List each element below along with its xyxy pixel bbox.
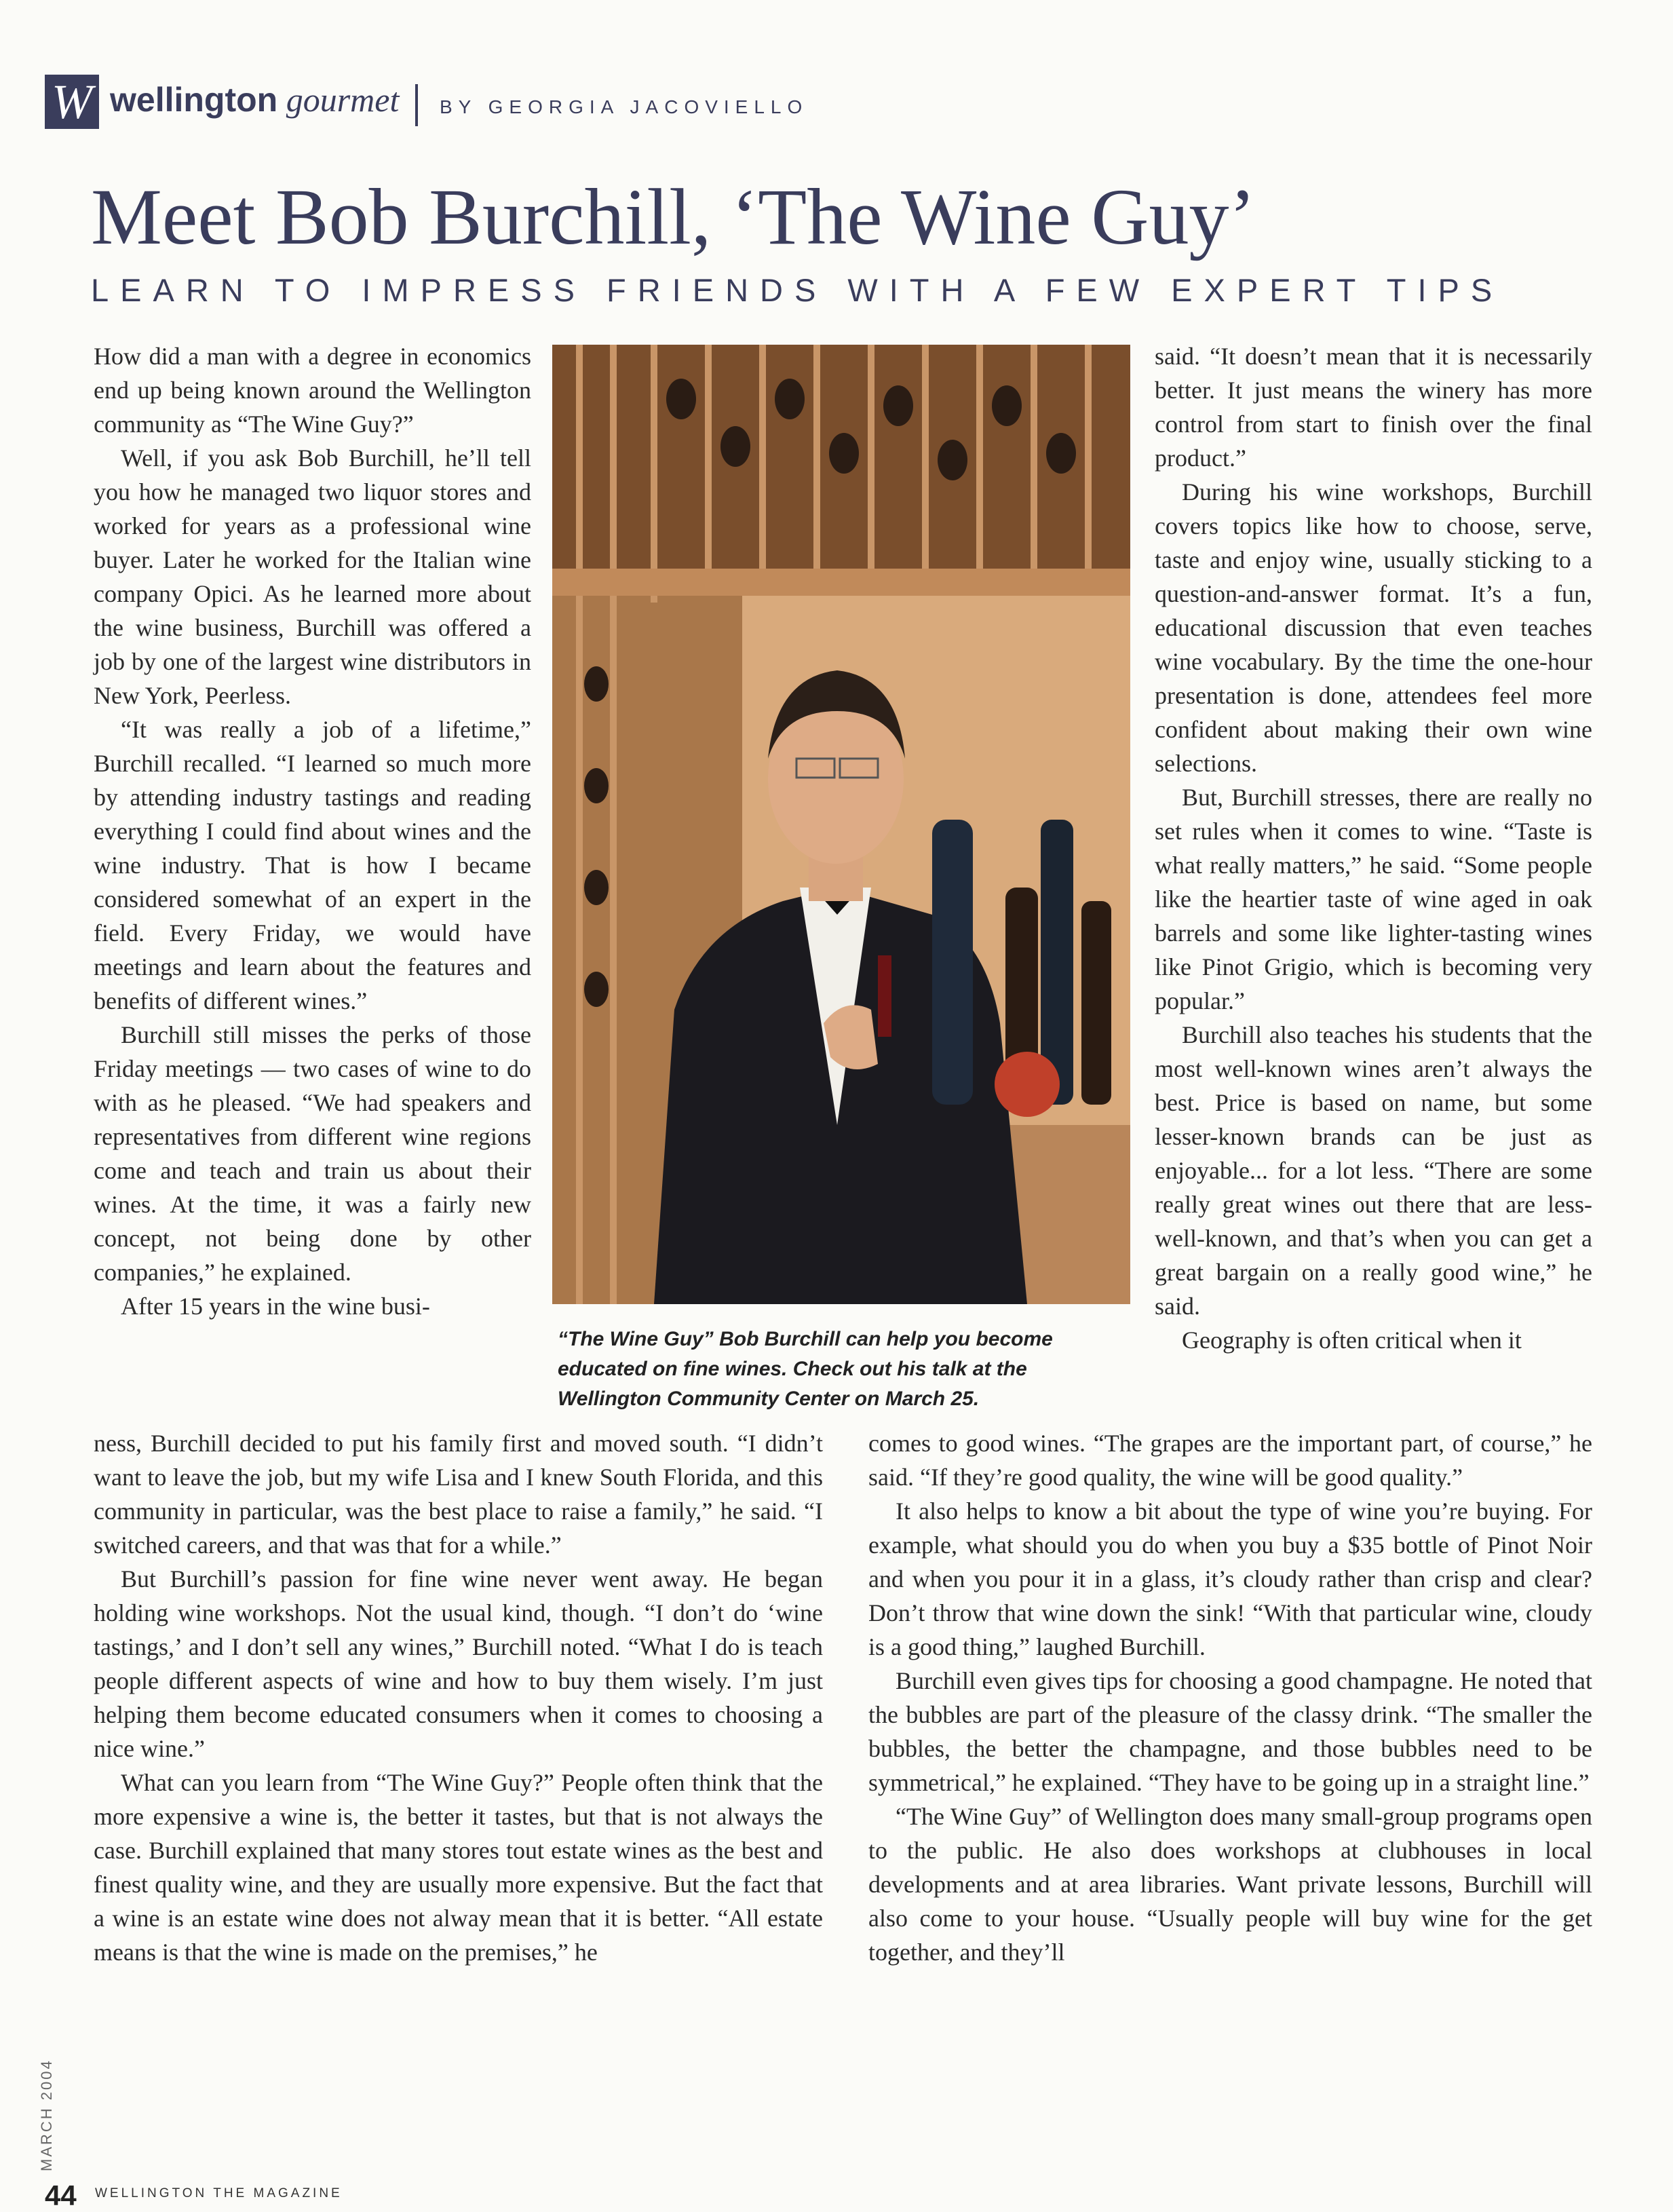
- paragraph: Geography is often critical when it: [1182, 1327, 1522, 1354]
- paragraph: After 15 years in the wine busi-: [121, 1293, 430, 1320]
- section-name: gourmet: [286, 81, 400, 119]
- issue-date-text: MARCH 2004: [38, 2059, 55, 2171]
- subheadline: LEARN TO IMPRESS FRIENDS WITH A FEW EXPERT TIPS: [91, 272, 1504, 308]
- paragraph: Burchill still misses the perks of those Friday meetings — two cases of wine to do with as he pleased. “We had speakers and representatives from different wine regions come and teach and train us about their wines. At the time, it was a fairly new concept, not being done by other companies,” he explained.: [94, 1021, 531, 1286]
- article-column-bottom-left: [94, 1426, 823, 1969]
- magazine-name: WELLINGTON THE MAGAZINE: [95, 2186, 343, 2200]
- paragraph: What can you learn from “The Wine Guy?” People often think that the more expensive a wine is, the better it tastes, but that is not always the case. Burchill explained that many stores tout estate wines as the best and finest quality wine, and they are usually more expensive. But the fact that a wine is an estate wine does not alway mean that it is better. “All estate means is that the wine is made on the premises,” he: [94, 1769, 823, 1966]
- article-column-right: [1155, 339, 1592, 1357]
- header-divider: [415, 84, 418, 126]
- paragraph: Burchill even gives tips for choosing a good champagne. He noted that the bubbles are part of the pleasure of the classy drink. “The smaller the bubbles, the better the champagne, and those bubbles need to be symmetrical,” he explained. “They have to be going up in a straight line.”: [868, 1667, 1592, 1796]
- article-column-bottom-right: [868, 1426, 1592, 1969]
- section-title: [110, 80, 399, 119]
- paragraph: It also helps to know a bit about the type of wine you’re buying. For example, what should you do when you buy a $35 bottle of Pinot Noir and when you pour it in a glass, it’s cloudy rather than crisp and clear? Don’t throw that wine down the sink! “With that particular wine, cloudy is a good thing,” laughed Burchill.: [868, 1498, 1592, 1660]
- paragraph: Well, if you ask Bob Burchill, he’ll tell you how he managed two liquor stores and worked for years as a professional wine buyer. Later he worked for the Italian wine company Opici. As he learned more about the wine business, Burchill was offered a job by one of the largest wine distributors in New York, Peerless.: [94, 444, 531, 709]
- paragraph: comes to good wines. “The grapes are the important part, of course,” he said. “If they’re good quality, the wine will be good quality.”: [868, 1430, 1592, 1491]
- wine-guy-photo: [552, 345, 1130, 1304]
- page-number: 44: [45, 2179, 77, 2211]
- paragraph: “It was really a job of a lifetime,” Burchill recalled. “I learned so much more by attending industry tastings and reading everything I could find about wines and the wine industry. That is how I became considered somewhat of an expert in the field. Every Friday, we would have meetings and learn about the features and benefits of different wines.”: [94, 716, 531, 1014]
- photo-caption: “The Wine Guy” Bob Burchill can help you become educated on fine wines. Check out his talk at the Wellington Community Center on March 25.: [558, 1328, 1053, 1410]
- magazine-logo: W: [45, 75, 99, 129]
- issue-date: [33, 2036, 54, 2171]
- paragraph: How did a man with a degree in economics end up being known around the Wellington community as “The Wine Guy?”: [94, 343, 531, 438]
- byline: BY GEORGIA JACOVIELLO: [440, 96, 809, 117]
- section-brand: wellington: [110, 81, 278, 119]
- paragraph: ness, Burchill decided to put his family first and moved south. “I didn’t want to leave the job, but my wife Lisa and I knew South Florida, and this community in particular, was the best place to raise a family,” he said. “I switched careers, and that was that for a while.”: [94, 1430, 823, 1559]
- article-column-left: [94, 339, 531, 1323]
- paragraph: “The Wine Guy” of Wellington does many small-group programs open to the public. He also does workshops at clubhouses in local developments and at area libraries. Want private lessons, Burchill will also come to your house. “Usually people will buy wine for the get together, and they’ll: [868, 1803, 1592, 1966]
- photo-illustration: [552, 345, 1130, 1304]
- headline: Meet Bob Burchill, ‘The Wine Guy’: [91, 172, 1256, 261]
- paragraph: Burchill also teaches his students that the most well-known wines aren’t always the best. Price is based on name, but some lesser-known brands can be just as enjoyable... for a lot less. “There are some really great wines out there that are less-well-known, and that’s when you can get a great bargain on a really good wine,” he said.: [1155, 1021, 1592, 1320]
- paragraph: During his wine workshops, Burchill covers topics like how to choose, serve, taste and enjoy wine, usually sticking to a question-and-answer format. It’s a fun, educational discussion that even teaches wine vocabulary. By the time the one-hour presentation is done, attendees feel more confident about making their own wine selections.: [1155, 478, 1592, 777]
- paragraph: But, Burchill stresses, there are really no set rules when it comes to wine. “Taste is what really matters,” he said. “Some people like the heartier taste of wine aged in oak barrels and some like lighter-tasting wines like Pinot Grigio, which is becoming very popular.”: [1155, 784, 1592, 1014]
- paragraph: But Burchill’s passion for fine wine never went away. He began holding wine workshops. Not the usual kind, though. “I don’t do ‘wine tastings,’ and I don’t sell any wines,” Burchill noted. “What I do is teach people different aspects of wine and how to buy them wisely. I’m just helping them become educated consumers when it comes to choosing a nice wine.”: [94, 1565, 823, 1762]
- paragraph: said. “It doesn’t mean that it is necessarily better. It just means the winery has more control from start to finish over the final product.”: [1155, 343, 1592, 472]
